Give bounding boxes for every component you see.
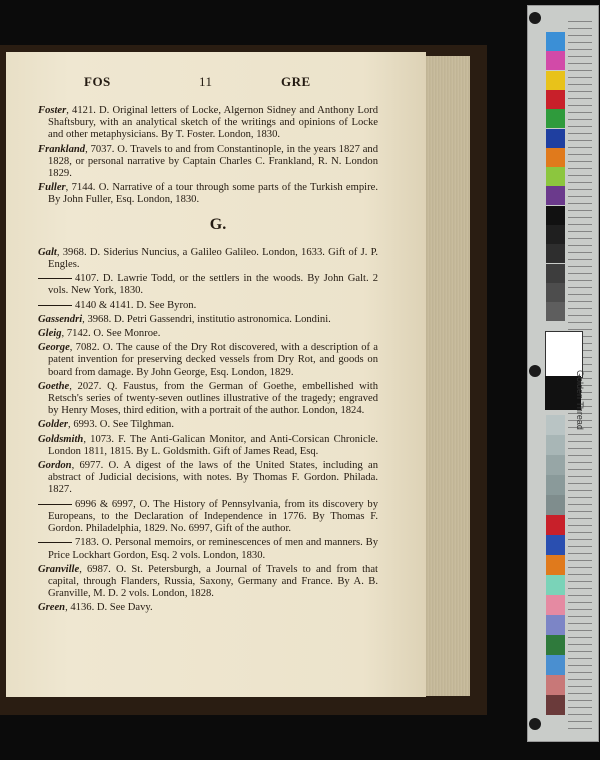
entry-text: , 2027. Q. Faustus, from the German of Goethe, embellished with Retsch's series of twenty-seven outlines illustrative of the tragedy; engraved by Henry Moses, third edition, with a portrait of the author. London, 1824.: [48, 380, 378, 417]
author-name: Golder: [38, 419, 69, 431]
color-patch: [546, 283, 565, 302]
color-checker-label: Golden Thread: [575, 370, 585, 430]
catalog-entry: [38, 499, 378, 536]
entry-text: , 4136. D. See Davy.: [65, 602, 153, 614]
catalog-entry: [38, 105, 378, 142]
color-patch: [546, 264, 565, 283]
color-patch: [546, 615, 565, 635]
section-letter: G.: [209, 215, 227, 233]
ditto-dash: [38, 542, 72, 543]
entry-text: 6996 & 6997, O. The History of Pennsylvania, from its discovery by Europeans, to the Declaration of Independence in 1776. By Thomas F. Gordon. Philadelphia, 1829. No. 6997, Gift of the author.: [48, 498, 378, 535]
author-name: Green: [38, 602, 66, 614]
color-patch: [546, 675, 565, 695]
color-patch: [546, 225, 565, 244]
author-name: Goldsmith: [38, 433, 84, 445]
entry-text: , 7142. O. See Monroe.: [61, 328, 161, 340]
catalog-entry: [38, 419, 378, 431]
color-patch: [546, 51, 565, 70]
color-patch: [546, 206, 565, 225]
color-patch: [546, 129, 565, 148]
author-name: Gassendri: [38, 313, 83, 325]
color-patch: [546, 109, 565, 128]
author-name: Gleig: [38, 328, 62, 340]
author-name: Galt: [38, 246, 57, 258]
color-patch: [546, 555, 565, 575]
color-patch: [546, 475, 565, 495]
color-patch: [546, 495, 565, 515]
color-patch: [546, 148, 565, 167]
color-patch: [546, 32, 565, 51]
color-patch: [546, 186, 565, 205]
entry-text: , 6993. O. See Tilghman.: [68, 419, 174, 431]
entry-text: 4107. D. Lawrie Todd, or the settlers in the woods. By John Galt. 2 vols. New York, 1830.: [48, 273, 378, 297]
card-hole: [529, 12, 541, 24]
entry-text: , 6977. O. A digest of the laws of the United States, including an abstract of Judicial decisions, with notes. By Thomas F. Gordon. Philada. 1827.: [48, 460, 378, 496]
book-page: [6, 52, 426, 697]
color-patch: [546, 455, 565, 475]
author-name: Goethe: [38, 380, 70, 392]
catalog-entry: [38, 144, 378, 181]
color-patch: [546, 302, 565, 321]
color-patch: [546, 167, 565, 186]
ditto-dash: [38, 504, 72, 505]
catalog-entry: [38, 602, 378, 614]
catalog-entries: [38, 105, 378, 617]
author-name: Fuller: [38, 182, 66, 194]
catalog-entry: [38, 328, 378, 340]
catalog-entry: [38, 537, 378, 561]
catalog-entry: [38, 342, 378, 379]
ditto-dash: [38, 278, 72, 279]
running-head-right: GRE: [281, 74, 311, 89]
catalog-entry: [38, 564, 378, 601]
page-number: 11: [199, 74, 213, 89]
author-name: Foster: [38, 105, 67, 116]
catalog-entry: [38, 300, 378, 312]
color-patch: [546, 595, 565, 615]
entry-text: 4140 & 4141. D. See Byron.: [75, 299, 197, 311]
card-hole: [529, 365, 541, 377]
catalog-entry: [38, 314, 378, 326]
catalog-entry: [38, 460, 378, 497]
catalog-entry: [38, 182, 378, 206]
card-hole: [529, 718, 541, 730]
entry-text: , 7037. O. Travels to and from Constantinople, in the years 1827 and 1828, or personal narrative by Captain Charles C. Frankland, R. N. London 1829.: [48, 143, 378, 180]
page-edges: [424, 56, 470, 696]
entry-text: , 7144. O. Narrative of a tour through some parts of the Turkish empire. By John Fuller, Esq. London, 1830.: [48, 182, 378, 206]
ditto-dash: [38, 305, 72, 306]
entry-text: , 3968. D. Petri Gassendri, institutio astronomica. Londini.: [82, 313, 331, 325]
color-patch: [546, 90, 565, 109]
entry-text: , 4121. D. Original letters of Locke, Algernon Sidney and Anthony Lord Shaftsbury, with an analytical sketch of the writings and opinions of Locke and other metaphysicians. By T. Foster. London, 1830.: [48, 105, 378, 141]
entry-text: , 1073. F. The Anti-Galican Monitor, and Anti-Corsican Chronicle. London 1811, 1815. By L. Goldsmith. Gift of James Read, Esq.: [48, 433, 378, 457]
color-patch: [546, 415, 565, 435]
entry-text: , 6987. O. St. Petersburgh, a Journal of Travels to and from that capital, through Flanders, Russia, Saxony, Germany and France. By A. B. Granville, M. D. 2 vols. London, 1828.: [48, 563, 378, 600]
color-patch: [546, 435, 565, 455]
author-name: Gordon: [38, 460, 72, 472]
catalog-entry: [38, 381, 378, 418]
color-patch: [546, 515, 565, 535]
color-patch: [546, 635, 565, 655]
author-name: Granville: [38, 563, 80, 575]
catalog-entry: [38, 434, 378, 458]
color-patch: [546, 244, 565, 263]
color-patch: [546, 575, 565, 595]
catalog-entry: [38, 273, 378, 297]
entry-text: , 7082. O. The cause of the Dry Rot discovered, with a description of a patent invention for preserving decked vessels from Dry Rot, and goods on board from damage. By John George, Esq. London, 1829.: [48, 342, 378, 378]
author-name: George: [38, 342, 70, 354]
color-patch: [546, 655, 565, 675]
author-name: Frankland: [38, 143, 86, 155]
color-patch: [546, 535, 565, 555]
color-patch: [546, 71, 565, 90]
color-patch: [546, 695, 565, 715]
entry-text: 7183. O. Personal memoirs, or reminescences of men and manners. By Price Lockhart Gordon, Esq. 2 vols. London, 1830.: [48, 537, 378, 561]
entry-text: , 3968. D. Siderius Nuncius, a Galileo Galileo. London, 1633. Gift of J. P. Engles.: [48, 246, 378, 271]
catalog-entry: [38, 247, 378, 271]
running-head-left: FOS: [84, 74, 111, 89]
